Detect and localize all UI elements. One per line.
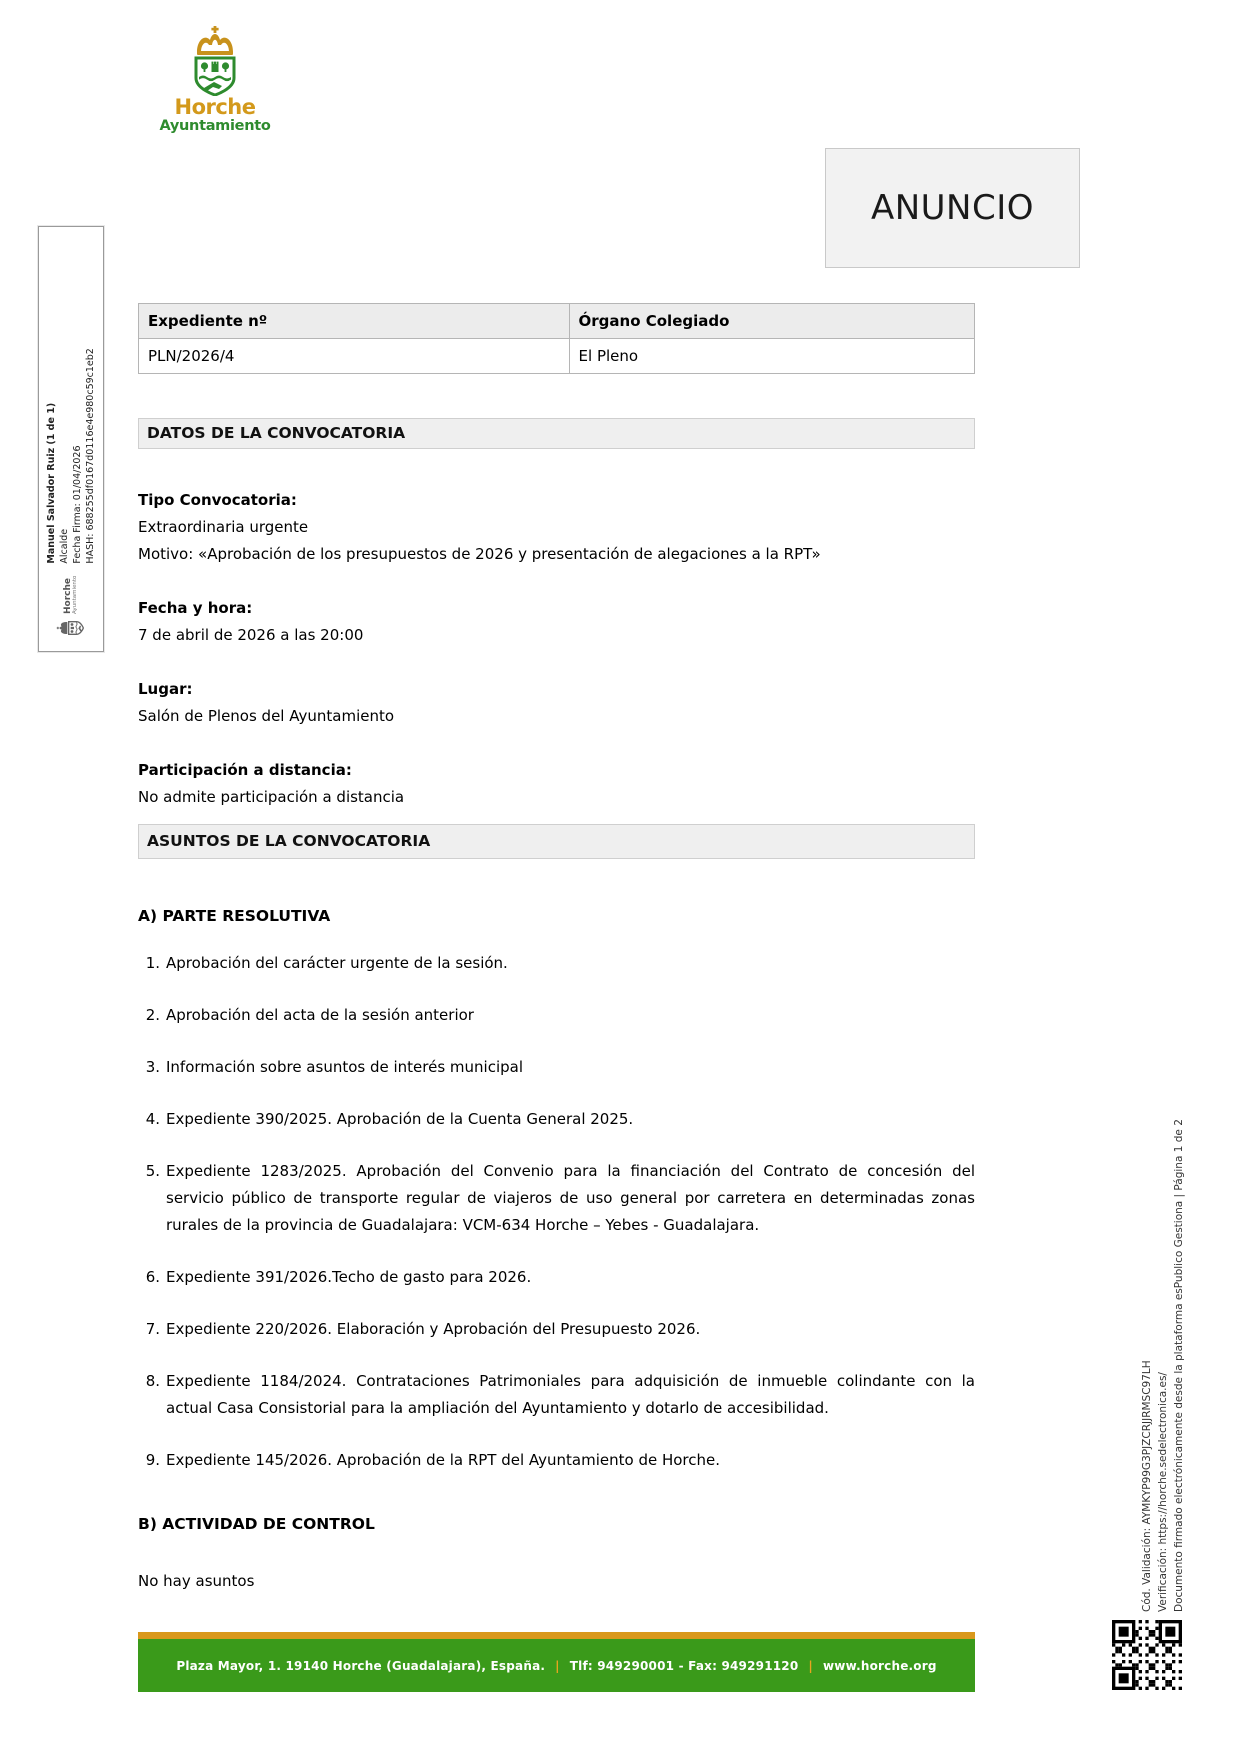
town-hall-logo — [155, 24, 275, 134]
item-number: 2. — [145, 1006, 160, 1024]
datos-convocatoria-body — [138, 487, 975, 838]
signature-date: Fecha Firma: 01/04/2026 — [72, 445, 83, 564]
cell-organo-value: El Pleno — [569, 339, 974, 374]
table-row — [139, 339, 975, 374]
anuncio-title: ANUNCIO — [870, 188, 1035, 228]
actividad-control-title: B) ACTIVIDAD DE CONTROL — [138, 1515, 375, 1533]
verification-url: Verificación: https://horche.sedelectronica.es/ — [1157, 1372, 1169, 1612]
logo-subtitle: Ayuntamiento — [159, 118, 271, 134]
item-number: 9. — [145, 1451, 160, 1469]
item-text: Aprobación del carácter urgente de la sesión. — [166, 954, 508, 972]
item-number: 4. — [145, 1110, 160, 1128]
qr-code — [1112, 1620, 1182, 1690]
validation-sidebar — [1138, 948, 1188, 1612]
list-item — [138, 1158, 975, 1239]
footer-phone-fax: Tlf: 949290001 - Fax: 949291120 — [569, 1658, 799, 1673]
list-item — [138, 1368, 975, 1422]
item-text: Aprobación del acta de la sesión anterior — [166, 1006, 474, 1024]
validation-code: Cód. Validación: AYMKYP99G3PJZCRJJRMSC97LH — [1141, 1360, 1153, 1612]
agenda-items-list — [138, 950, 975, 1499]
signature-details — [45, 348, 97, 563]
item-number: 7. — [145, 1320, 160, 1338]
item-number: 8. — [145, 1372, 160, 1390]
list-item — [138, 1316, 975, 1343]
tipo-convocatoria-label: Tipo Convocatoria: — [138, 491, 297, 509]
footer-bar — [138, 1639, 975, 1692]
header-expediente: Expediente nº — [139, 304, 570, 339]
table-header-row — [139, 304, 975, 339]
item-text: Información sobre asuntos de interés municipal — [166, 1058, 524, 1076]
tipo-convocatoria-value: Extraordinaria urgente — [138, 518, 309, 536]
signature-stamp-box — [38, 226, 104, 652]
stamp-crest-icon — [56, 617, 86, 639]
list-item — [138, 950, 975, 977]
participacion-value: No admite participación a distancia — [138, 788, 405, 806]
header-organo: Órgano Colegiado — [569, 304, 974, 339]
platform-note: Documento firmado electrónicamente desde la plataforma esPublico Gestiona | Página 1 de 2 — [1173, 1119, 1185, 1612]
footer-website: www.horche.org — [823, 1658, 937, 1673]
section-datos-convocatoria: DATOS DE LA CONVOCATORIA — [138, 418, 975, 449]
list-item — [138, 1264, 975, 1291]
item-number: 6. — [145, 1268, 160, 1286]
expediente-table — [138, 303, 975, 374]
item-text: Expediente 1184/2024. Contrataciones Patrimoniales para adquisición de inmueble colindante con la actual Casa Consistorial para la ampliación del Ayuntamiento y dotarlo de accesibilidad. — [166, 1372, 975, 1417]
stamp-logo-subtitle: Ayuntamiento — [71, 575, 78, 614]
list-item — [138, 1447, 975, 1474]
anuncio-title-box — [825, 148, 1080, 268]
signature-hash: HASH: 688255df0167d0116e4e980c59c1eb2 — [85, 348, 96, 564]
footer-address: Plaza Mayor, 1. 19140 Horche (Guadalajara), España. — [176, 1658, 546, 1673]
horche-crest-icon — [182, 24, 248, 96]
fecha-hora-value: 7 de abril de 2026 a las 20:00 — [138, 626, 364, 644]
lugar-value: Salón de Plenos del Ayuntamiento — [138, 707, 395, 725]
section-asuntos-convocatoria: ASUNTOS DE LA CONVOCATORIA — [138, 824, 975, 859]
footer-separator: | — [808, 1658, 813, 1673]
footer-accent-strip — [138, 1632, 975, 1639]
item-text: Expediente 220/2026. Elaboración y Aprobación del Presupuesto 2026. — [166, 1320, 701, 1338]
participacion-label: Participación a distancia: — [138, 761, 352, 779]
signer-role: Alcalde — [59, 528, 70, 564]
item-text: Expediente 145/2026. Aprobación de la RPT del Ayuntamiento de Horche. — [166, 1451, 721, 1469]
item-number: 3. — [145, 1058, 160, 1076]
item-text: Expediente 391/2026.Techo de gasto para 2026. — [166, 1268, 532, 1286]
lugar-label: Lugar: — [138, 680, 193, 698]
list-item — [138, 1002, 975, 1029]
signer-name: Manuel Salvador Ruiz (1 de 1) — [46, 402, 57, 564]
item-number: 1. — [145, 954, 160, 972]
motivo-text: Motivo: «Aprobación de los presupuestos de 2026 y presentación de alegaciones a la RPT» — [138, 545, 821, 563]
logo-title: Horche — [174, 95, 256, 119]
no-asuntos-text: No hay asuntos — [138, 1572, 255, 1590]
stamp-logo-title: Horche — [62, 578, 73, 614]
stamp-logo — [56, 576, 86, 639]
parte-resolutiva-title: A) PARTE RESOLUTIVA — [138, 907, 331, 925]
cell-expediente-value: PLN/2026/4 — [139, 339, 570, 374]
fecha-hora-label: Fecha y hora: — [138, 599, 253, 617]
list-item — [138, 1106, 975, 1133]
item-number: 5. — [145, 1162, 160, 1180]
footer-separator: | — [555, 1658, 560, 1673]
item-text: Expediente 1283/2025. Aprobación del Convenio para la financiación del Contrato de concesión del servicio público de transporte regular de viajeros de uso general por carretera en determinadas zonas rurales de la provincia de Guadalajara: VCM-634 Horche – Yebes - Guadalajara. — [166, 1162, 975, 1234]
list-item — [138, 1054, 975, 1081]
item-text: Expediente 390/2025. Aprobación de la Cuenta General 2025. — [166, 1110, 634, 1128]
